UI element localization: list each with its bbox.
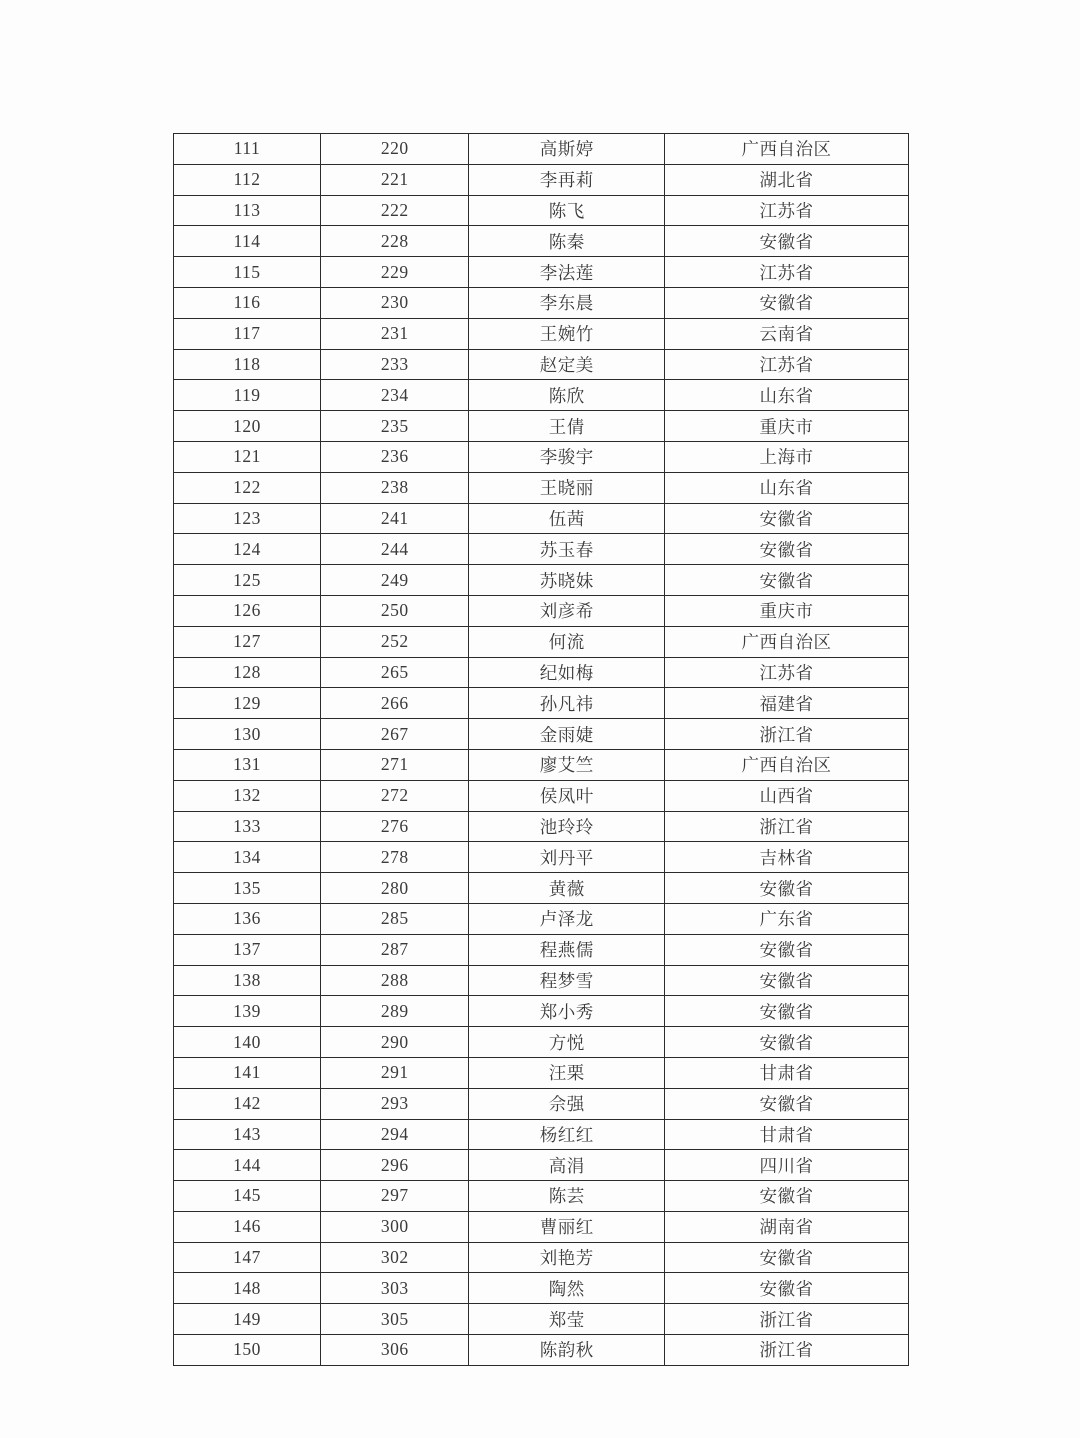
cell-rank: 138	[174, 965, 321, 996]
cell-entry-number: 267	[321, 719, 469, 750]
cell-name: 程燕儒	[469, 934, 665, 965]
cell-entry-number: 266	[321, 688, 469, 719]
table-row	[174, 1273, 909, 1304]
table-row	[174, 164, 909, 195]
cell-entry-number: 291	[321, 1057, 469, 1088]
cell-name: 刘彦希	[469, 595, 665, 626]
cell-rank: 150	[174, 1335, 321, 1366]
table-row	[174, 626, 909, 657]
cell-rank: 114	[174, 226, 321, 257]
cell-rank: 146	[174, 1211, 321, 1242]
cell-province: 浙江省	[664, 719, 908, 750]
cell-rank: 131	[174, 749, 321, 780]
cell-entry-number: 297	[321, 1181, 469, 1212]
table-row	[174, 411, 909, 442]
cell-rank: 122	[174, 472, 321, 503]
table-row	[174, 1027, 909, 1058]
cell-rank: 147	[174, 1242, 321, 1273]
cell-name: 王晓丽	[469, 472, 665, 503]
cell-rank: 134	[174, 842, 321, 873]
cell-name: 卢泽龙	[469, 903, 665, 934]
cell-province: 江苏省	[664, 657, 908, 688]
cell-entry-number: 272	[321, 780, 469, 811]
cell-name: 李法莲	[469, 257, 665, 288]
cell-entry-number: 306	[321, 1335, 469, 1366]
cell-rank: 111	[174, 134, 321, 165]
cell-province: 浙江省	[664, 1304, 908, 1335]
cell-entry-number: 229	[321, 257, 469, 288]
cell-province: 江苏省	[664, 257, 908, 288]
cell-entry-number: 290	[321, 1027, 469, 1058]
cell-entry-number: 288	[321, 965, 469, 996]
cell-name: 池玲玲	[469, 811, 665, 842]
table-row	[174, 1304, 909, 1335]
cell-name: 陶然	[469, 1273, 665, 1304]
cell-rank: 142	[174, 1088, 321, 1119]
cell-province: 广西自治区	[664, 626, 908, 657]
cell-entry-number: 222	[321, 195, 469, 226]
cell-entry-number: 287	[321, 934, 469, 965]
cell-rank: 148	[174, 1273, 321, 1304]
table-row	[174, 595, 909, 626]
cell-name: 黄薇	[469, 873, 665, 904]
table-row	[174, 1150, 909, 1181]
cell-province: 安徽省	[664, 1088, 908, 1119]
cell-name: 曹丽红	[469, 1211, 665, 1242]
table-row	[174, 1335, 909, 1366]
cell-rank: 141	[174, 1057, 321, 1088]
table-row	[174, 811, 909, 842]
cell-name: 李再莉	[469, 164, 665, 195]
table-row	[174, 657, 909, 688]
cell-entry-number: 293	[321, 1088, 469, 1119]
cell-entry-number: 285	[321, 903, 469, 934]
cell-rank: 121	[174, 441, 321, 472]
cell-name: 郑小秀	[469, 996, 665, 1027]
cell-rank: 123	[174, 503, 321, 534]
cell-entry-number: 280	[321, 873, 469, 904]
table-row	[174, 996, 909, 1027]
table-row	[174, 965, 909, 996]
table-row	[174, 1088, 909, 1119]
cell-province: 浙江省	[664, 1335, 908, 1366]
cell-province: 安徽省	[664, 1273, 908, 1304]
table-row	[174, 934, 909, 965]
cell-province: 安徽省	[664, 996, 908, 1027]
cell-rank: 125	[174, 565, 321, 596]
cell-province: 安徽省	[664, 965, 908, 996]
cell-rank: 145	[174, 1181, 321, 1212]
cell-name: 李东晨	[469, 287, 665, 318]
table-row	[174, 903, 909, 934]
cell-rank: 112	[174, 164, 321, 195]
cell-entry-number: 296	[321, 1150, 469, 1181]
cell-province: 甘肃省	[664, 1119, 908, 1150]
cell-entry-number: 303	[321, 1273, 469, 1304]
table-row	[174, 503, 909, 534]
cell-name: 陈欣	[469, 380, 665, 411]
table-row	[174, 534, 909, 565]
table-row	[174, 749, 909, 780]
cell-rank: 129	[174, 688, 321, 719]
cell-rank: 130	[174, 719, 321, 750]
cell-name: 赵定美	[469, 349, 665, 380]
cell-entry-number: 289	[321, 996, 469, 1027]
cell-name: 陈韵秋	[469, 1335, 665, 1366]
table-row	[174, 257, 909, 288]
cell-rank: 124	[174, 534, 321, 565]
cell-province: 江苏省	[664, 195, 908, 226]
cell-name: 陈秦	[469, 226, 665, 257]
cell-province: 山东省	[664, 380, 908, 411]
cell-name: 何流	[469, 626, 665, 657]
cell-province: 重庆市	[664, 595, 908, 626]
cell-province: 四川省	[664, 1150, 908, 1181]
cell-rank: 133	[174, 811, 321, 842]
cell-rank: 127	[174, 626, 321, 657]
table-row	[174, 1057, 909, 1088]
cell-entry-number: 234	[321, 380, 469, 411]
table-row	[174, 1242, 909, 1273]
cell-name: 侯凤叶	[469, 780, 665, 811]
cell-entry-number: 236	[321, 441, 469, 472]
cell-rank: 132	[174, 780, 321, 811]
roster-table-container	[173, 133, 909, 1365]
cell-name: 刘丹平	[469, 842, 665, 873]
cell-rank: 117	[174, 318, 321, 349]
cell-rank: 119	[174, 380, 321, 411]
cell-rank: 120	[174, 411, 321, 442]
cell-province: 湖南省	[664, 1211, 908, 1242]
cell-rank: 139	[174, 996, 321, 1027]
cell-name: 廖艾竺	[469, 749, 665, 780]
cell-entry-number: 271	[321, 749, 469, 780]
cell-entry-number: 294	[321, 1119, 469, 1150]
cell-name: 杨红红	[469, 1119, 665, 1150]
cell-entry-number: 305	[321, 1304, 469, 1335]
cell-rank: 118	[174, 349, 321, 380]
table-row	[174, 873, 909, 904]
cell-entry-number: 230	[321, 287, 469, 318]
cell-rank: 115	[174, 257, 321, 288]
cell-rank: 149	[174, 1304, 321, 1335]
cell-province: 广西自治区	[664, 749, 908, 780]
cell-entry-number: 238	[321, 472, 469, 503]
cell-entry-number: 278	[321, 842, 469, 873]
table-row	[174, 565, 909, 596]
cell-name: 陈飞	[469, 195, 665, 226]
cell-entry-number: 244	[321, 534, 469, 565]
cell-rank: 137	[174, 934, 321, 965]
cell-province: 山西省	[664, 780, 908, 811]
cell-province: 云南省	[664, 318, 908, 349]
cell-rank: 140	[174, 1027, 321, 1058]
cell-province: 安徽省	[664, 534, 908, 565]
cell-province: 安徽省	[664, 873, 908, 904]
cell-province: 浙江省	[664, 811, 908, 842]
cell-entry-number: 231	[321, 318, 469, 349]
cell-province: 安徽省	[664, 934, 908, 965]
cell-province: 湖北省	[664, 164, 908, 195]
table-row	[174, 287, 909, 318]
cell-province: 广西自治区	[664, 134, 908, 165]
roster-table	[173, 133, 909, 1366]
cell-entry-number: 252	[321, 626, 469, 657]
cell-rank: 144	[174, 1150, 321, 1181]
table-row	[174, 195, 909, 226]
table-row	[174, 226, 909, 257]
table-row	[174, 780, 909, 811]
cell-province: 安徽省	[664, 1181, 908, 1212]
cell-province: 安徽省	[664, 226, 908, 257]
cell-province: 吉林省	[664, 842, 908, 873]
cell-rank: 135	[174, 873, 321, 904]
cell-name: 王婉竹	[469, 318, 665, 349]
cell-name: 高涓	[469, 1150, 665, 1181]
cell-name: 郑莹	[469, 1304, 665, 1335]
cell-entry-number: 228	[321, 226, 469, 257]
table-row	[174, 1211, 909, 1242]
cell-rank: 113	[174, 195, 321, 226]
table-row	[174, 842, 909, 873]
cell-entry-number: 241	[321, 503, 469, 534]
cell-name: 程梦雪	[469, 965, 665, 996]
cell-name: 陈芸	[469, 1181, 665, 1212]
cell-province: 安徽省	[664, 565, 908, 596]
cell-name: 刘艳芳	[469, 1242, 665, 1273]
cell-entry-number: 250	[321, 595, 469, 626]
cell-entry-number: 300	[321, 1211, 469, 1242]
table-row	[174, 1119, 909, 1150]
table-row	[174, 441, 909, 472]
cell-province: 上海市	[664, 441, 908, 472]
cell-province: 山东省	[664, 472, 908, 503]
cell-entry-number: 302	[321, 1242, 469, 1273]
cell-entry-number: 233	[321, 349, 469, 380]
cell-name: 高斯婷	[469, 134, 665, 165]
cell-rank: 116	[174, 287, 321, 318]
cell-rank: 126	[174, 595, 321, 626]
table-row	[174, 688, 909, 719]
table-row	[174, 472, 909, 503]
roster-table-body	[174, 134, 909, 1366]
cell-province: 甘肃省	[664, 1057, 908, 1088]
cell-name: 孙凡祎	[469, 688, 665, 719]
cell-province: 安徽省	[664, 503, 908, 534]
cell-name: 汪栗	[469, 1057, 665, 1088]
cell-name: 方悦	[469, 1027, 665, 1058]
cell-rank: 143	[174, 1119, 321, 1150]
table-row	[174, 1181, 909, 1212]
cell-entry-number: 249	[321, 565, 469, 596]
table-row	[174, 719, 909, 750]
cell-entry-number: 235	[321, 411, 469, 442]
table-row	[174, 349, 909, 380]
cell-entry-number: 220	[321, 134, 469, 165]
cell-rank: 128	[174, 657, 321, 688]
cell-entry-number: 221	[321, 164, 469, 195]
cell-province: 安徽省	[664, 287, 908, 318]
cell-province: 安徽省	[664, 1027, 908, 1058]
table-row	[174, 134, 909, 165]
cell-province: 安徽省	[664, 1242, 908, 1273]
cell-name: 苏玉春	[469, 534, 665, 565]
cell-rank: 136	[174, 903, 321, 934]
table-row	[174, 380, 909, 411]
cell-name: 佘强	[469, 1088, 665, 1119]
cell-province: 福建省	[664, 688, 908, 719]
cell-province: 广东省	[664, 903, 908, 934]
cell-name: 纪如梅	[469, 657, 665, 688]
cell-province: 重庆市	[664, 411, 908, 442]
table-row	[174, 318, 909, 349]
cell-name: 金雨婕	[469, 719, 665, 750]
cell-name: 苏晓妹	[469, 565, 665, 596]
cell-name: 伍茜	[469, 503, 665, 534]
cell-name: 李骏宇	[469, 441, 665, 472]
cell-name: 王倩	[469, 411, 665, 442]
cell-entry-number: 276	[321, 811, 469, 842]
cell-province: 江苏省	[664, 349, 908, 380]
cell-entry-number: 265	[321, 657, 469, 688]
